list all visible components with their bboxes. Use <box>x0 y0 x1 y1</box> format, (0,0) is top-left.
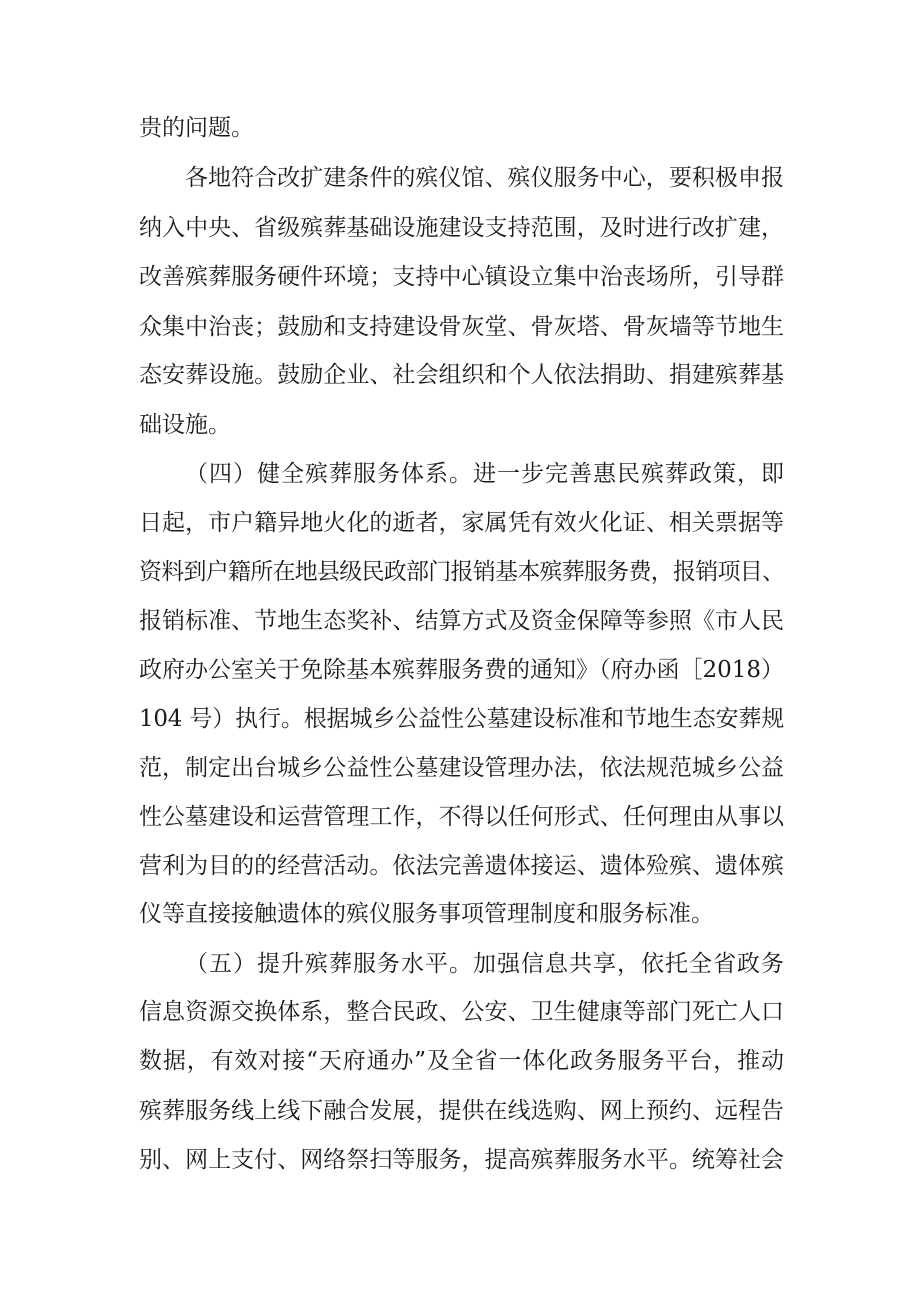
text-line-10: 资料到户籍所在地县级民政部门报销基本殡葬服务费，报销项目、 <box>139 559 785 585</box>
text-line-18: （五）提升殡葬服务水平。加强信息共享，依托全省政务 <box>185 951 784 977</box>
text-line-7: 础设施。 <box>139 412 231 438</box>
text-line-3: 纳入中央、省级殡葬基础设施建设支持范围，及时进行改扩建， <box>139 215 784 241</box>
text-line-13: 104 号）执行。根据城乡公益性公墓建设标准和节地生态安葬规 <box>139 706 784 732</box>
text-line-19: 信息资源交换体系，整合民政、公安、卫生健康等部门死亡人口 <box>139 999 784 1025</box>
text-line-4: 改善殡葬服务硬件环境；支持中心镇设立集中治丧场所，引导群 <box>139 264 784 290</box>
text-line-20: 数据，有效对接“天府通办”及全省一体化政务服务平台，推动 <box>139 1048 784 1074</box>
text-line-16: 营利为目的的经营活动。依法完善遗体接运、遗体殓殡、遗体殡 <box>139 853 784 879</box>
text-line-2: 各地符合改扩建条件的殡仪馆、殡仪服务中心，要积极申报 <box>185 165 784 191</box>
text-line-1: 贵的问题。 <box>139 115 254 141</box>
text-line-12: 政府办公室关于免除基本殡葬服务费的通知》（府办函［2018） <box>139 657 785 683</box>
text-line-8: （四）健全殡葬服务体系。进一步完善惠民殡葬政策，即 <box>185 461 784 487</box>
text-line-15: 性公墓建设和运营管理工作，不得以任何形式、任何理由从事以 <box>139 804 784 830</box>
text-line-22: 别、网上支付、网络祭扫等服务，提高殡葬服务水平。统筹社会 <box>139 1147 784 1173</box>
text-line-21: 殡葬服务线上线下融合发展，提供在线选购、网上预约、远程告 <box>139 1098 784 1124</box>
text-line-9: 日起，市户籍异地火化的逝者，家属凭有效火化证、相关票据等 <box>139 510 784 536</box>
text-line-6: 态安葬设施。鼓励企业、社会组织和个人依法捐助、捐建殡葬基 <box>139 362 784 388</box>
text-line-14: 范，制定出台城乡公益性公墓建设管理办法，依法规范城乡公益 <box>139 755 784 781</box>
text-line-17: 仪等直接接触遗体的殡仪服务事项管理制度和服务标准。 <box>139 901 714 927</box>
text-line-11: 报销标准、节地生态奖补、结算方式及资金保障等参照《市人民 <box>139 608 784 634</box>
text-line-5: 众集中治丧；鼓励和支持建设骨灰堂、骨灰塔、骨灰墙等节地生 <box>139 314 784 340</box>
